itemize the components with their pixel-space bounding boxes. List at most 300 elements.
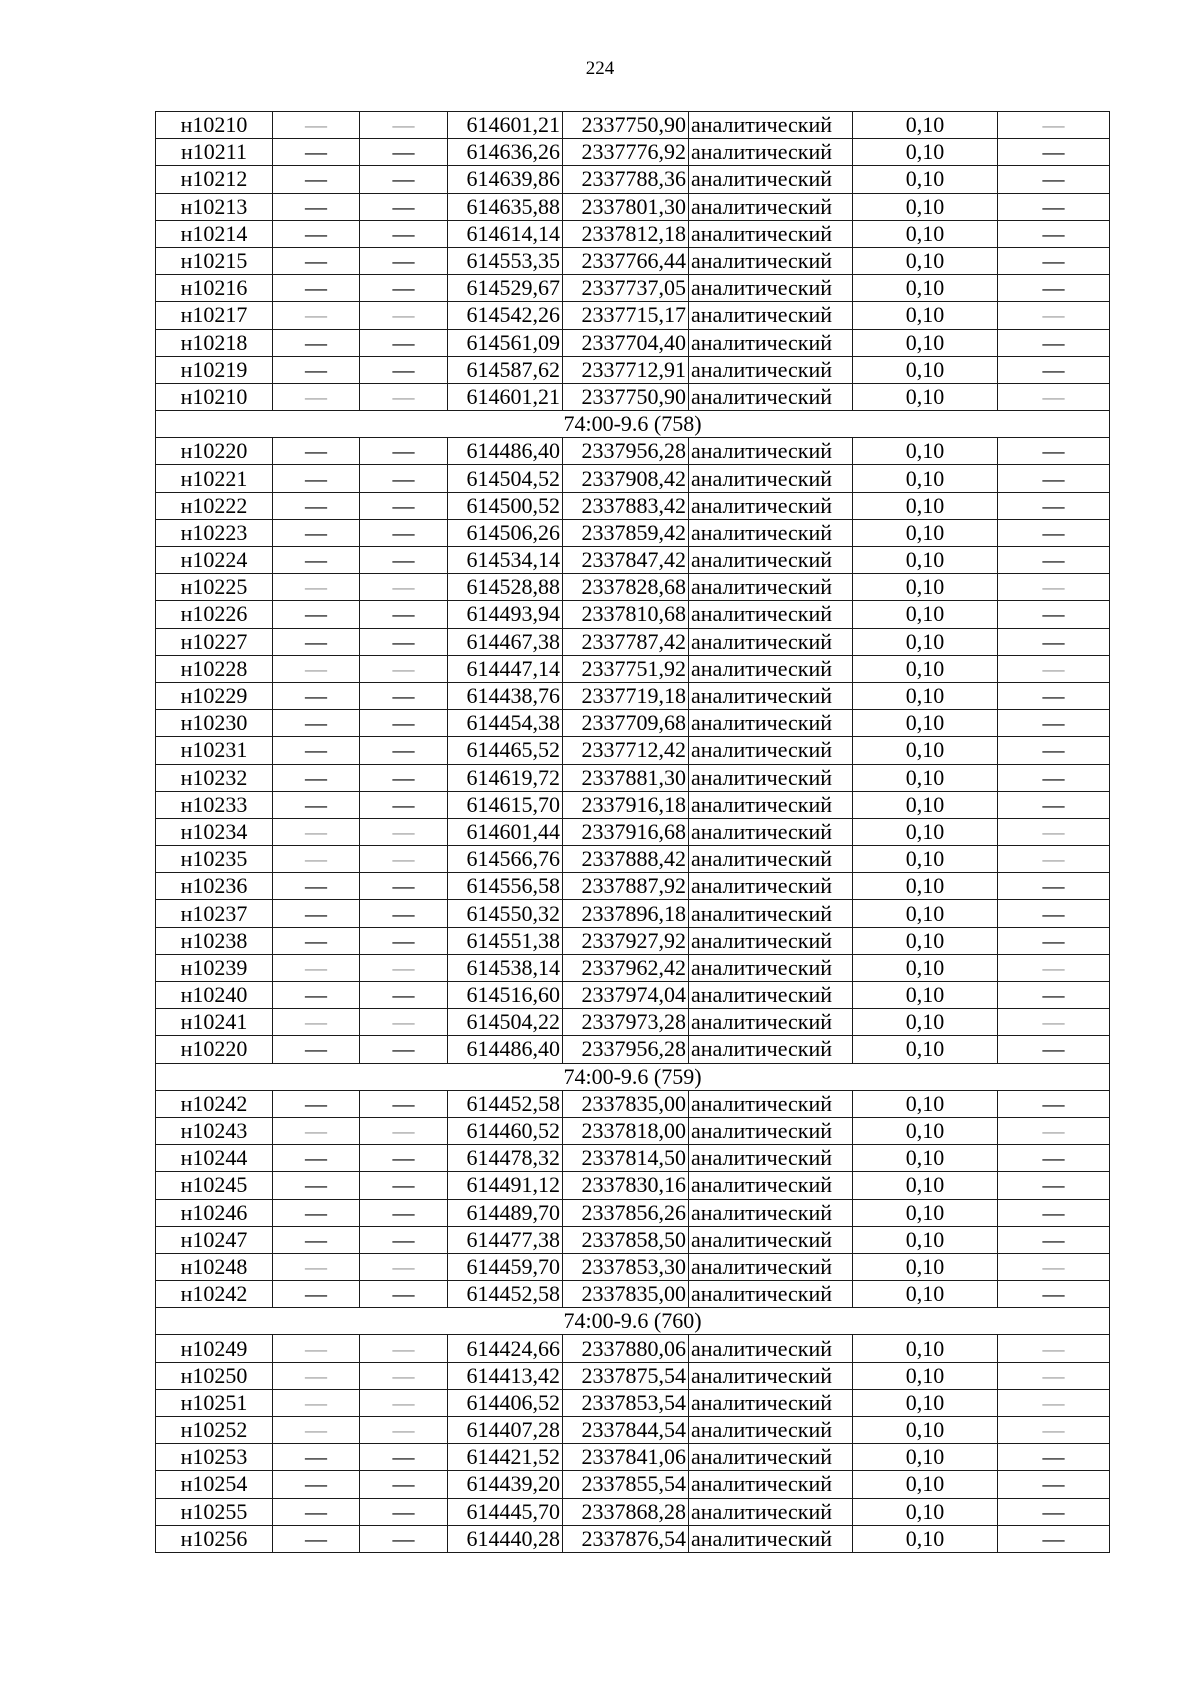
old-y-cell: — [360,628,448,655]
old-x-cell: — [273,1335,360,1362]
old-x-cell: — [273,302,360,329]
old-x-cell: — [273,1389,360,1416]
coordinates-table [155,111,1110,1553]
old-x-cell: — [273,247,360,274]
description-cell: — [998,383,1110,410]
old-y-cell: — [360,438,448,465]
description-cell: — [998,1389,1110,1416]
table-row [156,1090,1110,1117]
table-row [156,764,1110,791]
table-row [156,873,1110,900]
accuracy-cell: 0,10 [853,628,998,655]
old-x-cell: — [273,465,360,492]
accuracy-cell: 0,10 [853,1471,998,1498]
old-y-cell: — [360,166,448,193]
description-cell: — [998,1444,1110,1471]
x-coordinate-cell: 614465,52 [448,737,563,764]
x-coordinate-cell: 614438,76 [448,682,563,709]
x-coordinate-cell: 614406,52 [448,1389,563,1416]
y-coordinate-cell: 2337712,42 [563,737,689,764]
point-id-cell: н10217 [156,302,273,329]
y-coordinate-cell: 2337927,92 [563,927,689,954]
old-x-cell: — [273,1226,360,1253]
accuracy-cell: 0,10 [853,383,998,410]
x-coordinate-cell: 614639,86 [448,166,563,193]
accuracy-cell: 0,10 [853,710,998,737]
point-id-cell: н10247 [156,1226,273,1253]
section-row [156,1063,1110,1090]
old-y-cell: — [360,1090,448,1117]
accuracy-cell: 0,10 [853,465,998,492]
table-row [156,547,1110,574]
table-row [156,1362,1110,1389]
method-cell: аналитический [689,220,853,247]
old-y-cell: — [360,1362,448,1389]
table-row [156,275,1110,302]
method-cell: аналитический [689,492,853,519]
old-y-cell: — [360,1009,448,1036]
table-row [156,383,1110,410]
x-coordinate-cell: 614542,26 [448,302,563,329]
x-coordinate-cell: 614445,70 [448,1498,563,1525]
x-coordinate-cell: 614452,58 [448,1281,563,1308]
accuracy-cell: 0,10 [853,1145,998,1172]
y-coordinate-cell: 2337801,30 [563,193,689,220]
old-y-cell: — [360,220,448,247]
description-cell: — [998,764,1110,791]
x-coordinate-cell: 614478,32 [448,1145,563,1172]
point-id-cell: н10233 [156,791,273,818]
method-cell: аналитический [689,112,853,139]
method-cell: аналитический [689,1036,853,1063]
y-coordinate-cell: 2337788,36 [563,166,689,193]
page-number: 224 [585,58,615,79]
y-coordinate-cell: 2337766,44 [563,247,689,274]
old-x-cell: — [273,1009,360,1036]
accuracy-cell: 0,10 [853,220,998,247]
method-cell: аналитический [689,1226,853,1253]
x-coordinate-cell: 614421,52 [448,1444,563,1471]
accuracy-cell: 0,10 [853,1226,998,1253]
table-row [156,574,1110,601]
description-cell: — [998,329,1110,356]
description-cell: — [998,302,1110,329]
table-row [156,139,1110,166]
table-row [156,710,1110,737]
table-row [156,329,1110,356]
table-row [156,1145,1110,1172]
x-coordinate-cell: 614504,52 [448,465,563,492]
old-x-cell: — [273,112,360,139]
x-coordinate-cell: 614538,14 [448,954,563,981]
y-coordinate-cell: 2337888,42 [563,846,689,873]
description-cell: — [998,900,1110,927]
accuracy-cell: 0,10 [853,954,998,981]
old-y-cell: — [360,1117,448,1144]
old-x-cell: — [273,601,360,628]
old-y-cell: — [360,1417,448,1444]
old-y-cell: — [360,954,448,981]
method-cell: аналитический [689,356,853,383]
table-row [156,1525,1110,1552]
description-cell: — [998,1090,1110,1117]
table-row [156,1226,1110,1253]
accuracy-cell: 0,10 [853,1525,998,1552]
old-x-cell: — [273,329,360,356]
accuracy-cell: 0,10 [853,982,998,1009]
x-coordinate-cell: 614601,21 [448,383,563,410]
table-row [156,465,1110,492]
y-coordinate-cell: 2337956,28 [563,438,689,465]
method-cell: аналитический [689,383,853,410]
y-coordinate-cell: 2337876,54 [563,1525,689,1552]
x-coordinate-cell: 614477,38 [448,1226,563,1253]
y-coordinate-cell: 2337814,50 [563,1145,689,1172]
old-x-cell: — [273,1444,360,1471]
old-x-cell: — [273,1036,360,1063]
y-coordinate-cell: 2337835,00 [563,1281,689,1308]
point-id-cell: н10249 [156,1335,273,1362]
y-coordinate-cell: 2337859,42 [563,519,689,546]
description-cell: — [998,438,1110,465]
method-cell: аналитический [689,193,853,220]
old-x-cell: — [273,1172,360,1199]
method-cell: аналитический [689,275,853,302]
point-id-cell: н10216 [156,275,273,302]
point-id-cell: н10252 [156,1417,273,1444]
accuracy-cell: 0,10 [853,1498,998,1525]
old-y-cell: — [360,1036,448,1063]
old-y-cell: — [360,982,448,1009]
old-x-cell: — [273,547,360,574]
description-cell: — [998,1172,1110,1199]
point-id-cell: н10239 [156,954,273,981]
x-coordinate-cell: 614489,70 [448,1199,563,1226]
description-cell: — [998,1009,1110,1036]
accuracy-cell: 0,10 [853,438,998,465]
y-coordinate-cell: 2337881,30 [563,764,689,791]
x-coordinate-cell: 614407,28 [448,1417,563,1444]
y-coordinate-cell: 2337750,90 [563,112,689,139]
accuracy-cell: 0,10 [853,601,998,628]
x-coordinate-cell: 614636,26 [448,139,563,166]
accuracy-cell: 0,10 [853,1036,998,1063]
accuracy-cell: 0,10 [853,873,998,900]
x-coordinate-cell: 614493,94 [448,601,563,628]
table-row [156,356,1110,383]
method-cell: аналитический [689,601,853,628]
method-cell: аналитический [689,764,853,791]
point-id-cell: н10212 [156,166,273,193]
old-x-cell: — [273,737,360,764]
accuracy-cell: 0,10 [853,356,998,383]
accuracy-cell: 0,10 [853,139,998,166]
old-y-cell: — [360,275,448,302]
old-y-cell: — [360,1471,448,1498]
old-y-cell: — [360,682,448,709]
x-coordinate-cell: 614454,38 [448,710,563,737]
x-coordinate-cell: 614460,52 [448,1117,563,1144]
description-cell: — [998,275,1110,302]
old-y-cell: — [360,383,448,410]
method-cell: аналитический [689,710,853,737]
y-coordinate-cell: 2337875,54 [563,1362,689,1389]
old-x-cell: — [273,710,360,737]
method-cell: аналитический [689,465,853,492]
y-coordinate-cell: 2337719,18 [563,682,689,709]
old-y-cell: — [360,1498,448,1525]
old-y-cell: — [360,791,448,818]
y-coordinate-cell: 2337896,18 [563,900,689,927]
old-y-cell: — [360,1335,448,1362]
description-cell: — [998,846,1110,873]
description-cell: — [998,547,1110,574]
description-cell: — [998,1281,1110,1308]
old-y-cell: — [360,247,448,274]
point-id-cell: н10225 [156,574,273,601]
old-x-cell: — [273,574,360,601]
y-coordinate-cell: 2337830,16 [563,1172,689,1199]
section-row [156,411,1110,438]
table-row [156,1117,1110,1144]
method-cell: аналитический [689,1009,853,1036]
point-id-cell: н10215 [156,247,273,274]
description-cell: — [998,220,1110,247]
old-x-cell: — [273,655,360,682]
old-x-cell: — [273,1471,360,1498]
accuracy-cell: 0,10 [853,193,998,220]
point-id-cell: н10223 [156,519,273,546]
old-x-cell: — [273,193,360,220]
method-cell: аналитический [689,547,853,574]
y-coordinate-cell: 2337818,00 [563,1117,689,1144]
point-id-cell: н10241 [156,1009,273,1036]
point-id-cell: н10220 [156,1036,273,1063]
method-cell: аналитический [689,1498,853,1525]
y-coordinate-cell: 2337853,54 [563,1389,689,1416]
accuracy-cell: 0,10 [853,302,998,329]
point-id-cell: н10237 [156,900,273,927]
point-id-cell: н10228 [156,655,273,682]
description-cell: — [998,1226,1110,1253]
table-row [156,1199,1110,1226]
description-cell: — [998,193,1110,220]
y-coordinate-cell: 2337835,00 [563,1090,689,1117]
point-id-cell: н10250 [156,1362,273,1389]
old-y-cell: — [360,356,448,383]
point-id-cell: н10234 [156,818,273,845]
table-row [156,791,1110,818]
y-coordinate-cell: 2337908,42 [563,465,689,492]
table-row [156,1417,1110,1444]
old-y-cell: — [360,193,448,220]
y-coordinate-cell: 2337776,92 [563,139,689,166]
method-cell: аналитический [689,1335,853,1362]
table-row [156,655,1110,682]
point-id-cell: н10246 [156,1199,273,1226]
table-row [156,302,1110,329]
point-id-cell: н10210 [156,112,273,139]
y-coordinate-cell: 2337974,04 [563,982,689,1009]
old-y-cell: — [360,1389,448,1416]
description-cell: — [998,1417,1110,1444]
table-row [156,900,1110,927]
method-cell: аналитический [689,1117,853,1144]
x-coordinate-cell: 614587,62 [448,356,563,383]
point-id-cell: н10238 [156,927,273,954]
old-y-cell: — [360,574,448,601]
old-x-cell: — [273,1525,360,1552]
y-coordinate-cell: 2337962,42 [563,954,689,981]
accuracy-cell: 0,10 [853,1199,998,1226]
old-x-cell: — [273,873,360,900]
x-coordinate-cell: 614516,60 [448,982,563,1009]
point-id-cell: н10242 [156,1090,273,1117]
method-cell: аналитический [689,438,853,465]
method-cell: аналитический [689,329,853,356]
table-row [156,112,1110,139]
x-coordinate-cell: 614550,32 [448,900,563,927]
old-y-cell: — [360,927,448,954]
description-cell: — [998,791,1110,818]
method-cell: аналитический [689,927,853,954]
accuracy-cell: 0,10 [853,1417,998,1444]
table-row [156,927,1110,954]
table-row [156,519,1110,546]
point-id-cell: н10245 [156,1172,273,1199]
point-id-cell: н10254 [156,1471,273,1498]
y-coordinate-cell: 2337844,54 [563,1417,689,1444]
accuracy-cell: 0,10 [853,846,998,873]
old-x-cell: — [273,846,360,873]
table-row [156,1389,1110,1416]
point-id-cell: н10236 [156,873,273,900]
point-id-cell: н10231 [156,737,273,764]
y-coordinate-cell: 2337704,40 [563,329,689,356]
point-id-cell: н10230 [156,710,273,737]
method-cell: аналитический [689,954,853,981]
point-id-cell: н10221 [156,465,273,492]
table-row [156,1444,1110,1471]
description-cell: — [998,655,1110,682]
old-x-cell: — [273,1498,360,1525]
old-x-cell: — [273,1145,360,1172]
old-x-cell: — [273,628,360,655]
accuracy-cell: 0,10 [853,1090,998,1117]
x-coordinate-cell: 614615,70 [448,791,563,818]
method-cell: аналитический [689,1417,853,1444]
table-row [156,818,1110,845]
old-x-cell: — [273,1281,360,1308]
section-row [156,1308,1110,1335]
point-id-cell: н10229 [156,682,273,709]
x-coordinate-cell: 614500,52 [448,492,563,519]
old-x-cell: — [273,982,360,1009]
table-row [156,954,1110,981]
x-coordinate-cell: 614553,35 [448,247,563,274]
method-cell: аналитический [689,900,853,927]
method-cell: аналитический [689,1172,853,1199]
point-id-cell: н10218 [156,329,273,356]
old-x-cell: — [273,383,360,410]
old-x-cell: — [273,818,360,845]
y-coordinate-cell: 2337916,18 [563,791,689,818]
description-cell: — [998,1498,1110,1525]
table-row [156,166,1110,193]
accuracy-cell: 0,10 [853,492,998,519]
accuracy-cell: 0,10 [853,329,998,356]
method-cell: аналитический [689,302,853,329]
point-id-cell: н10213 [156,193,273,220]
point-id-cell: н10219 [156,356,273,383]
accuracy-cell: 0,10 [853,1117,998,1144]
x-coordinate-cell: 614601,44 [448,818,563,845]
old-y-cell: — [360,1253,448,1280]
old-y-cell: — [360,900,448,927]
point-id-cell: н10235 [156,846,273,873]
x-coordinate-cell: 614452,58 [448,1090,563,1117]
y-coordinate-cell: 2337855,54 [563,1471,689,1498]
point-id-cell: н10232 [156,764,273,791]
point-id-cell: н10244 [156,1145,273,1172]
old-y-cell: — [360,302,448,329]
old-x-cell: — [273,519,360,546]
x-coordinate-cell: 614491,12 [448,1172,563,1199]
table-row [156,1281,1110,1308]
old-x-cell: — [273,764,360,791]
table-row [156,628,1110,655]
accuracy-cell: 0,10 [853,547,998,574]
method-cell: аналитический [689,139,853,166]
description-cell: — [998,682,1110,709]
method-cell: аналитический [689,1471,853,1498]
point-id-cell: н10243 [156,1117,273,1144]
x-coordinate-cell: 614614,14 [448,220,563,247]
x-coordinate-cell: 614561,09 [448,329,563,356]
description-cell: — [998,818,1110,845]
description-cell: — [998,1335,1110,1362]
point-id-cell: н10255 [156,1498,273,1525]
method-cell: аналитический [689,166,853,193]
old-y-cell: — [360,519,448,546]
table-row [156,601,1110,628]
x-coordinate-cell: 614486,40 [448,438,563,465]
old-y-cell: — [360,764,448,791]
x-coordinate-cell: 614413,42 [448,1362,563,1389]
table-body [156,112,1110,1553]
x-coordinate-cell: 614556,58 [448,873,563,900]
point-id-cell: н10210 [156,383,273,410]
method-cell: аналитический [689,1281,853,1308]
accuracy-cell: 0,10 [853,818,998,845]
old-x-cell: — [273,900,360,927]
x-coordinate-cell: 614506,26 [448,519,563,546]
accuracy-cell: 0,10 [853,1335,998,1362]
old-y-cell: — [360,1172,448,1199]
section-label: 74:00-9.6 (760) [156,1308,1110,1335]
old-x-cell: — [273,682,360,709]
accuracy-cell: 0,10 [853,275,998,302]
accuracy-cell: 0,10 [853,791,998,818]
method-cell: аналитический [689,247,853,274]
accuracy-cell: 0,10 [853,1389,998,1416]
accuracy-cell: 0,10 [853,519,998,546]
point-id-cell: н10226 [156,601,273,628]
point-id-cell: н10242 [156,1281,273,1308]
accuracy-cell: 0,10 [853,1253,998,1280]
old-x-cell: — [273,1362,360,1389]
point-id-cell: н10211 [156,139,273,166]
